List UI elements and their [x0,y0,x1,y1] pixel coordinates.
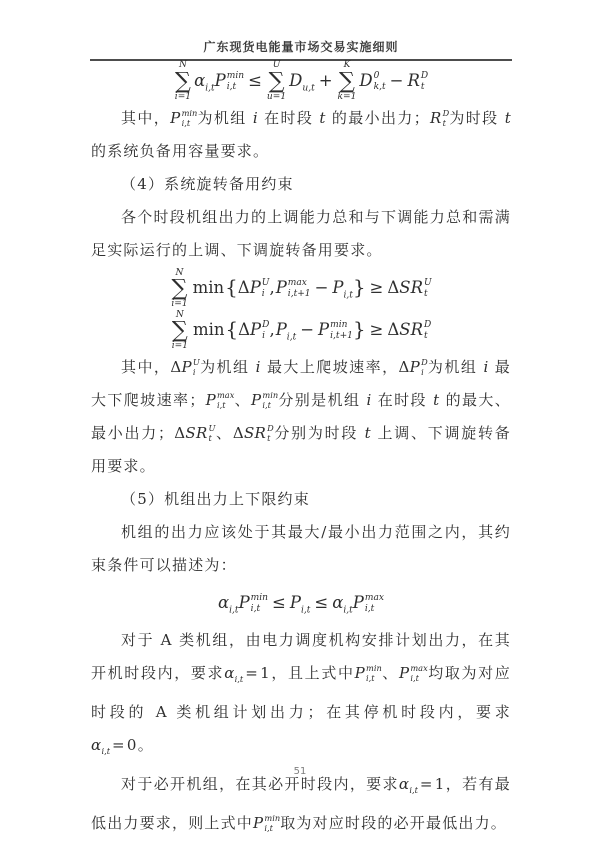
math-text: 1 [434,775,445,793]
math-variable: P max i,t [398,663,428,683]
inline-math [156,703,168,721]
math-variable: P min i,t [238,592,269,614]
math-variable: ΔSR D t [232,423,274,443]
inline-math [170,109,197,127]
math-variable: P max i,t [205,390,235,410]
math-operator: ≥ [369,278,384,298]
paragraph: 对于 A 类机组，由电力调度机构安排计划出力，在其开机时段内，要求$\alpha_{i,t} = 1$，且上式中P min i,t 、P max i,t 均取为对应时段的 A 类机组计划出力；在其停机时段内，要求$\alpha_{i,t} = 0$。 [91,631,511,756]
document-body [91,60,511,840]
math-variable: P min i,t [354,663,382,683]
math-operator: − [314,278,329,298]
math-operator: = [245,664,259,682]
paragraph: 其中，ΔP U i 为机组 i 最大上爬坡速率，ΔP D i 为机组 i 最大下爬坡速率；P max i,t 、P min i,t 分别是机组 i 在时段 t 的最大、最小出力；ΔSR U t 、ΔSR D t 分别为时段 t 上调、下调旋转备用要求。 [91,357,512,475]
math-function: min [192,278,225,298]
paragraph: 各个时段机组出力的上调能力总和与下调能力总和需满足实际运行的上调、下调旋转备用要求。 [91,208,511,259]
section-heading: （5）机组出力上下限约束 [121,490,310,508]
inline-math [206,391,235,409]
page-number: 51 [293,766,307,777]
math-text: A [160,631,172,649]
math-text: 0 [126,736,137,754]
math-text: 1 [260,664,270,682]
math-operator: − [300,320,315,340]
math-variable: ΔP U i [237,277,270,299]
inline-math [399,664,428,682]
math-variable: R D t [429,108,450,128]
inline-math [253,109,258,127]
math-variable: t [364,424,371,442]
math-variable: i [483,358,489,376]
math-variable: ΔSR U t [174,423,216,443]
math-operator: + [318,71,333,90]
inline-math [91,736,138,754]
paragraph: 其中，P min i,t 为机组 i 在时段 t 的最小出力；R D t 为时段 t 的系统负备用容量要求。 [91,108,512,160]
paragraph: 机组的出力应该处于其最大/最小出力范围之内，其约束条件可以描述为： [91,523,511,574]
math-variable: $\alpha_{i,t}$ [217,593,239,616]
math-variable: t [319,109,326,127]
math-brace: { [225,276,238,299]
math-variable: P max i,t [352,592,384,614]
page-header [90,36,512,61]
math-variable: P min i,t [253,813,281,833]
math-operator: ≥ [369,320,384,340]
summation-symbol: N ∑ i=1 [171,309,188,352]
math-text: , [269,320,275,340]
inline-math [224,664,271,682]
inline-math [319,109,325,127]
math-operator: = [112,736,125,754]
math-variable: $\alpha_{i,t}$ [332,593,353,616]
math-variable: t [504,109,512,127]
math-variable: P min i,t [214,70,245,92]
summation-symbol: U ∑ u=1 [266,60,287,103]
inline-math [430,109,449,127]
math-function: min [192,320,225,340]
inline-math [355,664,382,682]
inline-math [174,424,215,442]
inline-math [253,814,280,832]
math-variable: $P_{i,t}$ [275,320,297,343]
math-variable: $\alpha_{i,t}$ [194,71,215,94]
math-operator: ≤ [272,593,286,612]
math-text: A [155,703,167,721]
math-variable: ΔSR D t [387,319,432,341]
formula [91,582,511,624]
formula [91,309,511,351]
math-text: , [269,278,275,298]
math-variable: $\alpha_{i,t}$ [91,736,111,756]
math-variable: ΔP U i [170,357,200,377]
math-operator: = [419,775,433,793]
section-heading: （4）系统旋转备用约束 [121,175,294,193]
inline-math [233,424,274,442]
formula [91,267,511,309]
math-variable: i [255,358,261,376]
inline-math [399,358,428,376]
math-variable: $\alpha_{i,t}$ [224,664,244,684]
math-brace: } [352,276,366,299]
math-variable: i [252,109,258,127]
summation-symbol: N ∑ i=1 [174,60,192,103]
inline-math [399,775,446,793]
math-variable: P min i,t+1 [318,319,353,341]
inline-math [367,391,372,409]
inline-math [170,358,200,376]
math-variable: ΔP D i [238,319,270,341]
inline-math [251,391,278,409]
math-variable: R D t [407,70,429,92]
math-brace: } [352,318,366,341]
formula [91,60,511,102]
math-variable: $P_{i,t}$ [289,593,311,616]
header-title: 广东现货电能量市场交易实施细则 [203,40,399,54]
inline-math [505,109,511,127]
math-variable: $P_{i,t}$ [332,278,353,301]
math-variable: i [366,391,372,409]
math-variable: t [433,391,440,409]
inline-math [161,631,173,649]
summation-symbol: N ∑ i=1 [171,267,188,310]
math-variable: P max i,t+1 [275,277,311,299]
math-brace: { [225,318,239,341]
summation-symbol: K ∑ k=1 [337,60,357,103]
inline-math [256,358,261,376]
inline-math [483,358,488,376]
math-variable: ΔSR U t [387,277,432,299]
math-variable: P min i,t [250,390,279,410]
inline-math [365,424,371,442]
math-variable: $D_{u,t}$ [289,71,315,94]
math-operator: − [389,71,404,90]
math-variable: ΔP D i [398,357,428,377]
math-operator: ≤ [314,593,329,612]
math-operator: ≤ [248,71,262,90]
math-variable: $\alpha_{i,t}$ [398,775,418,795]
inline-math [433,391,439,409]
paragraph: 对于必开机组，在其必开时段内，要求$\alpha_{i,t} = 1$，若有最低出力要求，则上式中P min i,t 取为对应时段的必开最低出力。 [91,775,511,833]
math-variable: P min i,t [170,108,198,128]
math-variable: D 0 k,t [359,70,386,92]
